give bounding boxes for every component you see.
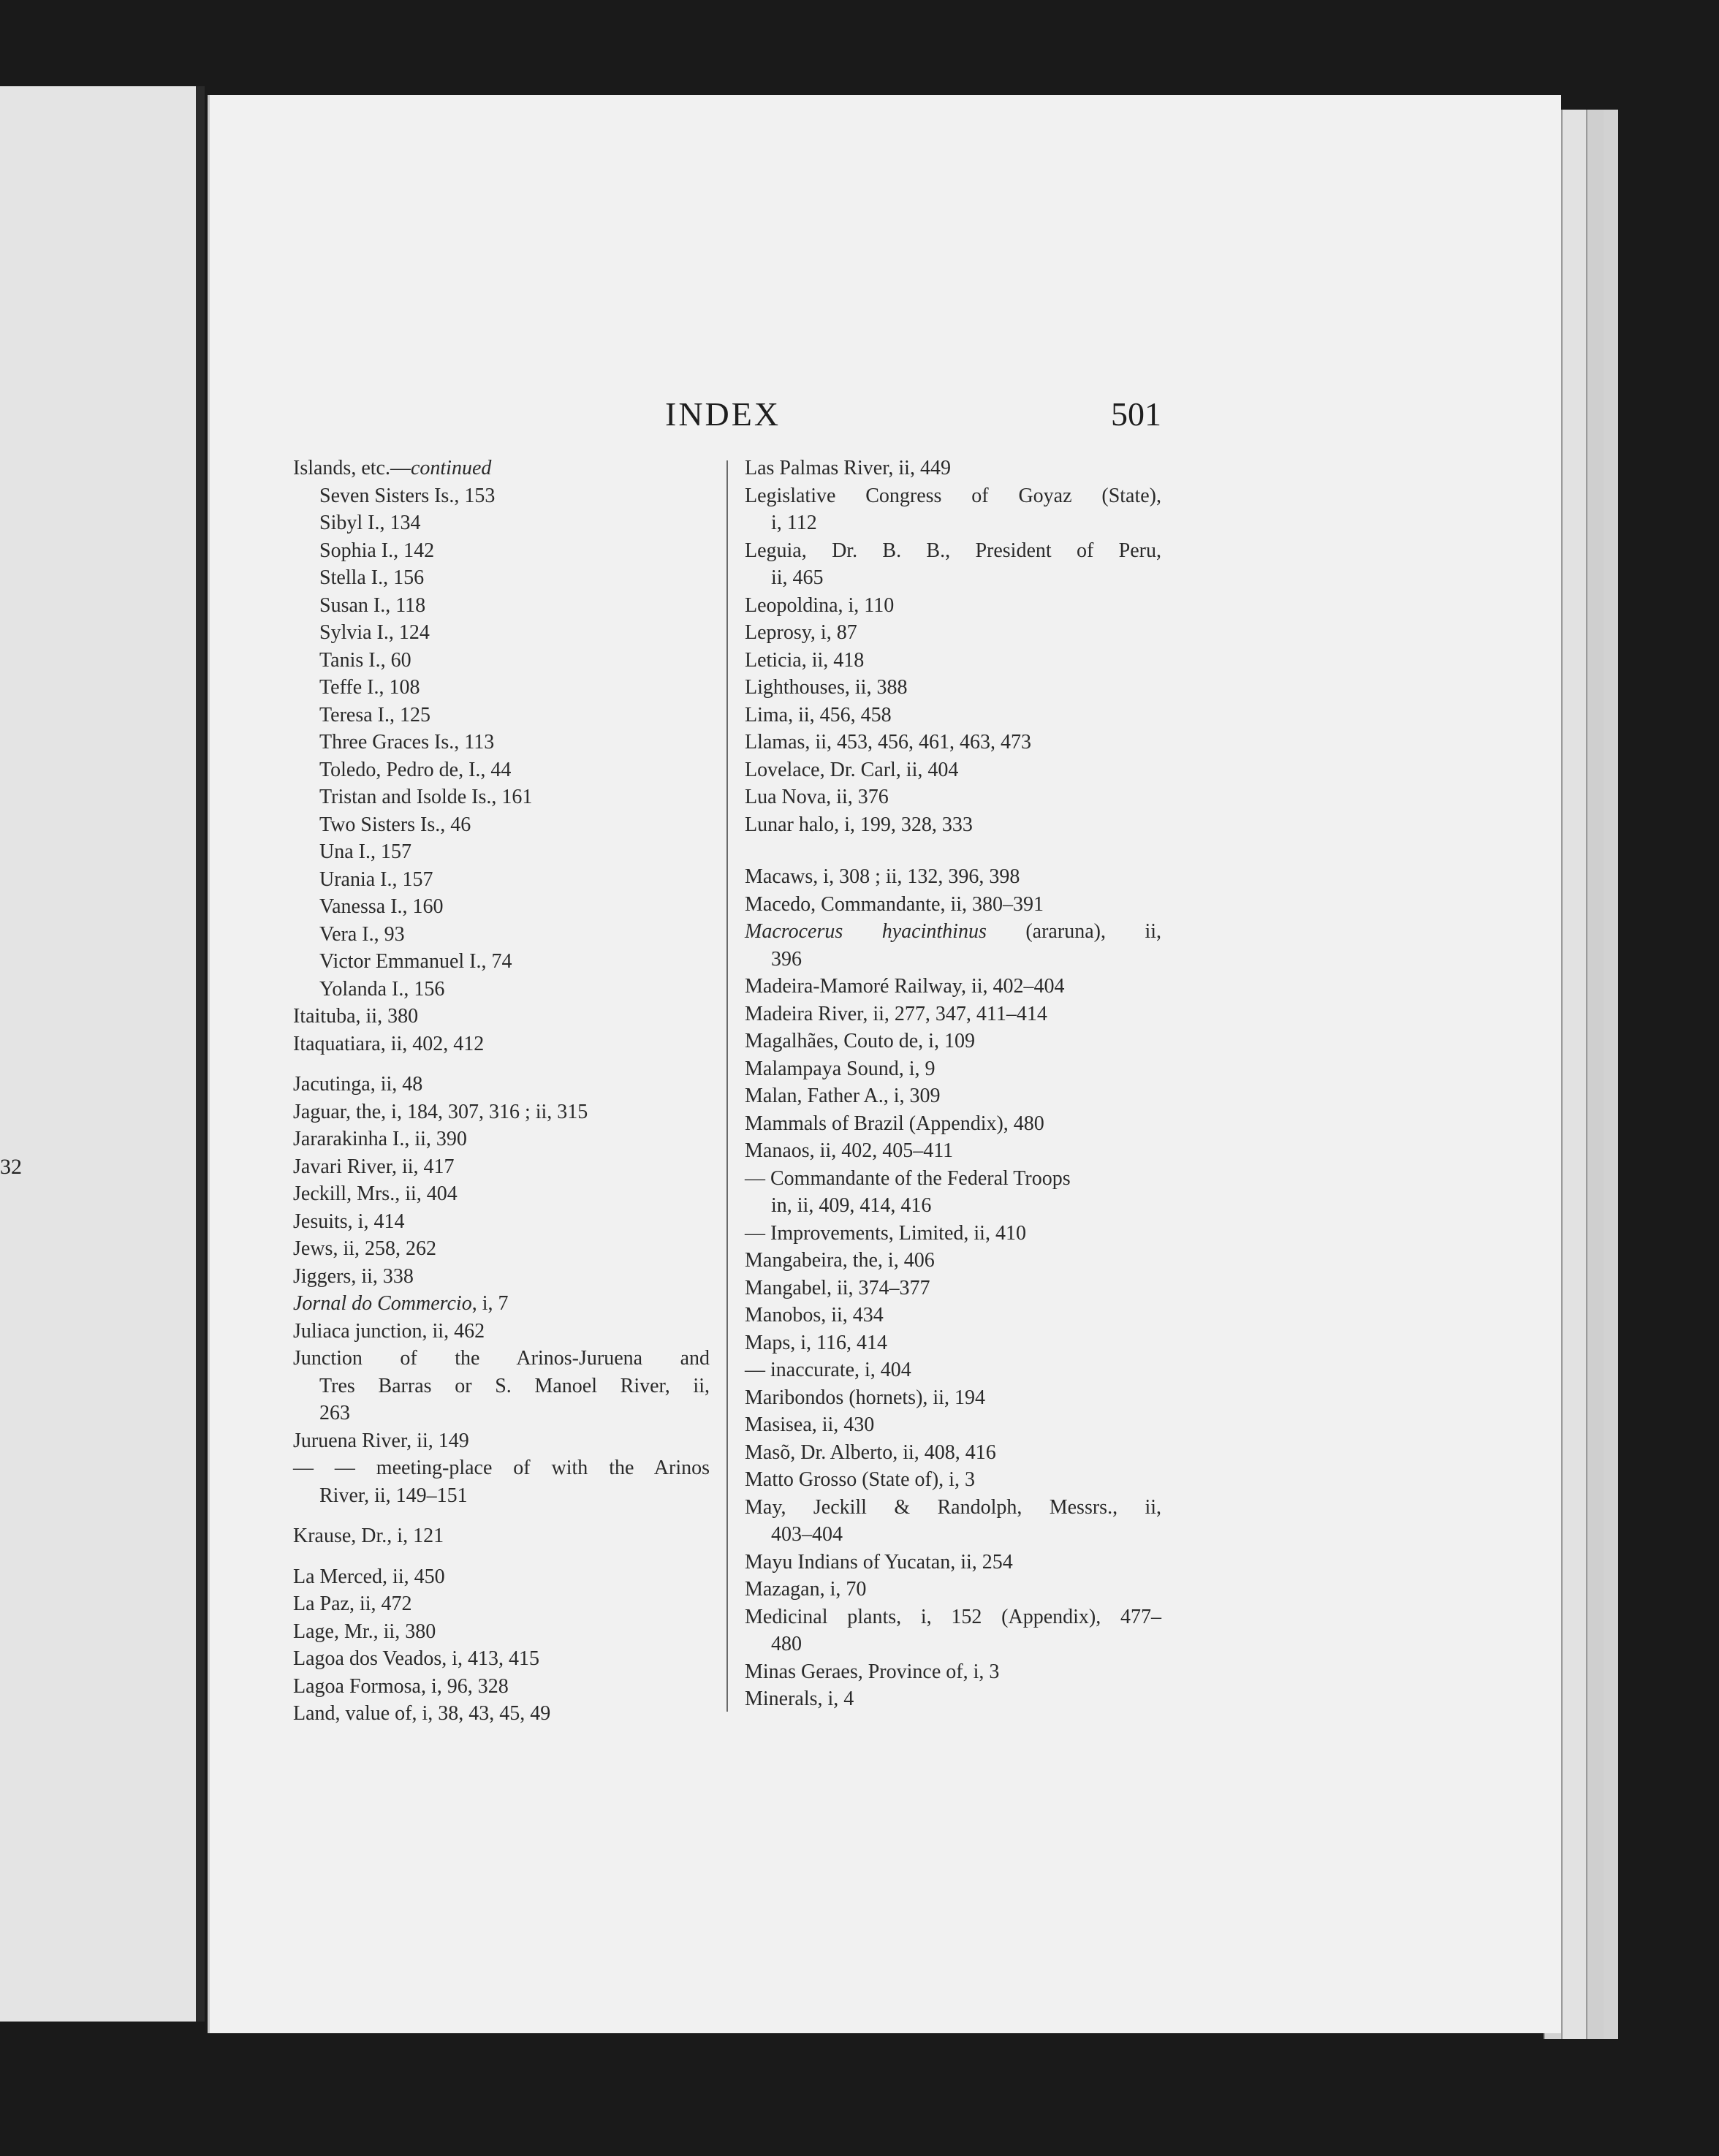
index-entry: [745, 1220, 1161, 1248]
entry-text: May, Jeckill & Randolph, Messrs., ii,: [745, 1495, 1161, 1519]
index-entry: [293, 838, 710, 866]
entry-text: Lagoa dos Veados, i, 413, 415: [293, 1647, 539, 1670]
entry-text: Magalhães, Couto de, i, 109: [745, 1030, 975, 1052]
entry-text: Lovelace, Dr. Carl, ii, 404: [745, 758, 959, 781]
left-page-number-fragment: 32: [0, 1155, 22, 1179]
index-entry: [293, 619, 710, 647]
index-entry: [745, 619, 1161, 647]
index-entry: [293, 592, 710, 620]
entry-text: Lunar halo, i, 199, 328, 333: [745, 813, 973, 836]
index-entry: [745, 1384, 1161, 1412]
entry-text: Lima, ii, 456, 458: [745, 703, 892, 726]
entry-text: Junction of the Arinos-Juruena and: [293, 1347, 710, 1370]
index-entry: [745, 1028, 1161, 1055]
entry-text: Yolanda I., 156: [319, 977, 445, 1001]
entry-text: Jacutinga, ii, 48: [293, 1073, 423, 1096]
index-entry: [745, 891, 1161, 919]
index-entry: [293, 1482, 710, 1510]
entry-text: Masõ, Dr. Alberto, ii, 408, 416: [745, 1441, 996, 1464]
entry-text: Sibyl I., 134: [319, 512, 421, 534]
index-entry: [745, 1110, 1161, 1138]
index-entry: [293, 1003, 710, 1030]
index-entry: [293, 1700, 710, 1728]
index-entry: [745, 1275, 1161, 1302]
entry-text: Lua Nova, ii, 376: [745, 786, 889, 808]
entry-text: La Merced, ii, 450: [293, 1565, 445, 1588]
entry-text: Stella I., 156: [319, 566, 425, 589]
index-entry: [293, 537, 710, 565]
entry-text: Macaws, i, 308 ; ii, 132, 396, 398: [745, 865, 1020, 888]
index-entry: [293, 1071, 710, 1098]
index-entry: [293, 1098, 710, 1126]
index-entry: [745, 455, 1161, 482]
entry-text: Jiggers, ii, 338: [293, 1264, 414, 1288]
index-entry: [293, 674, 710, 702]
index-entry: [293, 1400, 710, 1427]
entry-text: Minas Geraes, Province of, i, 3: [745, 1660, 1000, 1683]
entry-text: Sophia I., 142: [319, 539, 435, 562]
entry-text: Tres Barras or S. Manoel River, ii,: [319, 1374, 710, 1397]
entry-text: Mangabel, ii, 374–377: [745, 1276, 930, 1299]
entry-italic-term: Jornal do Commercio: [293, 1292, 472, 1315]
entry-text: i, 112: [771, 512, 817, 534]
entry-spacer: [293, 1509, 710, 1522]
entry-text: Minerals, i, 4: [745, 1688, 854, 1710]
entry-text: Itaquatiara, ii, 402, 412: [293, 1032, 485, 1055]
entry-text: Medicinal plants, i, 152 (Appendix), 477–: [745, 1605, 1161, 1628]
index-entry: [745, 1356, 1161, 1384]
entry-text: ii, 465: [771, 566, 824, 589]
index-entry: [745, 1137, 1161, 1165]
index-entry: [293, 509, 710, 537]
entry-text: Seven Sisters Is., 153: [319, 484, 496, 507]
entry-text: Lighthouses, ii, 388: [745, 676, 908, 699]
entry-spacer: [745, 838, 1161, 863]
index-entry: [293, 1590, 710, 1618]
entry-text: , i, 7: [471, 1292, 509, 1315]
entry-text: Mayu Indians of Yucatan, ii, 254: [745, 1550, 1013, 1574]
entry-text: Teresa I., 125: [319, 703, 430, 726]
entry-text: Susan I., 118: [319, 593, 426, 617]
entry-text: Leguia, Dr. B. B., President of Peru,: [745, 539, 1161, 562]
entry-text: Islands, etc.—: [293, 457, 411, 479]
index-entry: [745, 592, 1161, 620]
index-entry: [745, 729, 1161, 756]
index-entry: [745, 564, 1161, 592]
index-entry: [745, 1082, 1161, 1110]
entry-text: Jews, ii, 258, 262: [293, 1237, 436, 1260]
index-entry: [293, 1208, 710, 1236]
entry-text: Leprosy, i, 87: [745, 621, 857, 644]
index-entry: [745, 647, 1161, 675]
index-entry: [293, 866, 710, 894]
entry-text: Jesuits, i, 414: [293, 1210, 405, 1233]
entry-text: 403–404: [771, 1523, 843, 1546]
index-entry: [293, 1645, 710, 1673]
entry-text: Urania I., 157: [319, 868, 433, 891]
index-entry: [745, 537, 1161, 565]
index-entry: [745, 1576, 1161, 1603]
index-entry: [745, 1192, 1161, 1220]
entry-italic-term: Macrocerus hyacinthinus: [745, 920, 987, 943]
index-entry: [745, 702, 1161, 729]
index-entry: [293, 1427, 710, 1455]
index-entry: [745, 1521, 1161, 1549]
index-entry: [745, 1001, 1161, 1028]
entry-text: Three Graces Is., 113: [319, 731, 495, 754]
entry-text: Itaituba, ii, 380: [293, 1005, 419, 1028]
entry-text: Jaguar, the, i, 184, 307, 316 ; ii, 315: [293, 1100, 588, 1123]
index-entry: [745, 973, 1161, 1001]
index-entry: [293, 1263, 710, 1291]
entry-italic-suffix: continued: [410, 457, 492, 479]
entry-text: Two Sisters Is., 46: [319, 813, 471, 836]
index-entry: [293, 948, 710, 976]
index-entry: [293, 976, 710, 1003]
entry-text: La Paz, ii, 472: [293, 1593, 412, 1615]
entry-text: Matto Grosso (State of), i, 3: [745, 1468, 975, 1491]
index-entry: [745, 1302, 1161, 1329]
index-entry: [745, 1466, 1161, 1494]
index-entry: [293, 647, 710, 675]
entry-text: Leopoldina, i, 110: [745, 593, 895, 617]
index-entry: [745, 1658, 1161, 1686]
index-column-right: [745, 455, 1161, 1713]
entry-text: Mazagan, i, 70: [745, 1578, 867, 1601]
page-stack-edge: [1586, 110, 1604, 2039]
index-entry: [293, 1153, 710, 1181]
index-entry: [745, 1439, 1161, 1467]
index-entry: [745, 756, 1161, 784]
page-number: 501: [1111, 395, 1161, 433]
index-entry: [745, 1685, 1161, 1713]
index-entry: [745, 1329, 1161, 1357]
index-entry: [293, 455, 710, 482]
index-entry: [293, 1235, 710, 1263]
index-entry: [745, 1631, 1161, 1658]
entry-text: Lage, Mr., ii, 380: [293, 1620, 436, 1643]
index-entry: [745, 946, 1161, 973]
entry-text: Las Palmas River, ii, 449: [745, 457, 951, 479]
index-entry: [293, 1373, 710, 1400]
column-rule: [726, 460, 728, 1712]
index-entry: [745, 811, 1161, 839]
entry-text: Manobos, ii, 434: [745, 1304, 884, 1326]
index-entry: [293, 702, 710, 729]
entry-text: Una I., 157: [319, 840, 411, 863]
index-entry: [293, 1345, 710, 1373]
index-entry: [745, 783, 1161, 811]
entry-text: Lagoa Formosa, i, 96, 328: [293, 1674, 509, 1698]
index-entry: [293, 564, 710, 592]
index-entry: [745, 1549, 1161, 1576]
index-entry: [293, 921, 710, 949]
index-entry: [745, 863, 1161, 891]
entry-text: Legislative Congress of Goyaz (State),: [745, 484, 1161, 507]
entry-text: in, ii, 409, 414, 416: [771, 1194, 932, 1217]
index-entry: [293, 1454, 710, 1482]
index-entry: [293, 1563, 710, 1591]
entry-text: River, ii, 149–151: [319, 1484, 468, 1507]
index-entry: [293, 1618, 710, 1646]
entry-text: — — meeting-place of with the Arinos: [293, 1457, 710, 1479]
index-entry: [293, 1180, 710, 1208]
entry-text: Jeckill, Mrs., ii, 404: [293, 1183, 458, 1205]
entry-text: Llamas, ii, 453, 456, 461, 463, 473: [745, 731, 1031, 754]
entry-text: Maribondos (hornets), ii, 194: [745, 1386, 985, 1409]
entry-text: Madeira River, ii, 277, 347, 411–414: [745, 1002, 1047, 1025]
index-entry: [293, 1318, 710, 1345]
entry-text: Malampaya Sound, i, 9: [745, 1057, 936, 1080]
entry-text: — Improvements, Limited, ii, 410: [745, 1221, 1026, 1245]
index-entry: [293, 756, 710, 784]
entry-text: Tristan and Isolde Is., 161: [319, 786, 533, 808]
entry-text: 396: [771, 947, 802, 971]
entry-text: Macedo, Commandante, ii, 380–391: [745, 892, 1044, 916]
index-entry: [293, 783, 710, 811]
running-header: [208, 395, 1561, 439]
index-entry: [293, 1673, 710, 1701]
index-entry: [745, 1165, 1161, 1193]
entry-text: Juliaca junction, ii, 462: [293, 1319, 485, 1343]
index-entry: [745, 1603, 1161, 1631]
index-entry: [293, 893, 710, 921]
page-title: INDEX: [665, 395, 781, 433]
left-page-edge: [0, 86, 196, 2022]
index-entry: [745, 509, 1161, 537]
index-entry: [293, 1290, 710, 1318]
index-entry: [745, 1247, 1161, 1275]
entry-text: Krause, Dr., i, 121: [293, 1525, 444, 1547]
entry-text: Teffe I., 108: [319, 676, 420, 699]
index-entry: [293, 482, 710, 510]
entry-text: Victor Emmanuel I., 74: [319, 950, 512, 973]
entry-text: Land, value of, i, 38, 43, 45, 49: [293, 1702, 551, 1725]
entry-text: (araruna), ii,: [986, 920, 1161, 943]
entry-text: Javari River, ii, 417: [293, 1155, 455, 1178]
entry-text: Jararakinha I., ii, 390: [293, 1128, 467, 1150]
entry-text: Toledo, Pedro de, I., 44: [319, 758, 512, 781]
entry-text: 263: [319, 1402, 350, 1424]
entry-text: Tanis I., 60: [319, 648, 411, 672]
index-entry: [293, 1030, 710, 1058]
entry-text: Masisea, ii, 430: [745, 1413, 875, 1436]
entry-text: — Commandante of the Federal Troops: [745, 1166, 1071, 1190]
entry-text: Juruena River, ii, 149: [293, 1429, 469, 1452]
entry-text: Vera I., 93: [319, 922, 405, 946]
entry-text: 480: [771, 1633, 802, 1655]
index-column-left: [293, 455, 710, 1728]
entry-text: Leticia, ii, 418: [745, 648, 865, 672]
index-entry: [293, 1522, 710, 1550]
entry-text: Mangabeira, the, i, 406: [745, 1249, 935, 1272]
index-entry: [745, 1055, 1161, 1083]
index-entry: [745, 918, 1161, 946]
index-entry: [293, 729, 710, 756]
index-page: [208, 95, 1561, 2033]
index-entry: [293, 1126, 710, 1153]
index-entry: [745, 674, 1161, 702]
index-entry: [293, 811, 710, 839]
entry-text: Sylvia I., 124: [319, 621, 430, 644]
entry-text: — inaccurate, i, 404: [745, 1359, 911, 1381]
entry-spacer: [293, 1058, 710, 1071]
entry-spacer: [293, 1550, 710, 1563]
entry-text: Mammals of Brazil (Appendix), 480: [745, 1112, 1044, 1135]
entry-text: Maps, i, 116, 414: [745, 1331, 887, 1354]
index-entry: [745, 482, 1161, 510]
index-entry: [745, 1494, 1161, 1522]
entry-text: Madeira-Mamoré Railway, ii, 402–404: [745, 975, 1065, 998]
entry-text: Malan, Father A., i, 309: [745, 1085, 941, 1107]
entry-text: Vanessa I., 160: [319, 895, 444, 918]
entry-text: Manaos, ii, 402, 405–411: [745, 1139, 954, 1162]
book-gutter: [196, 86, 205, 2022]
index-entry: [745, 1411, 1161, 1439]
